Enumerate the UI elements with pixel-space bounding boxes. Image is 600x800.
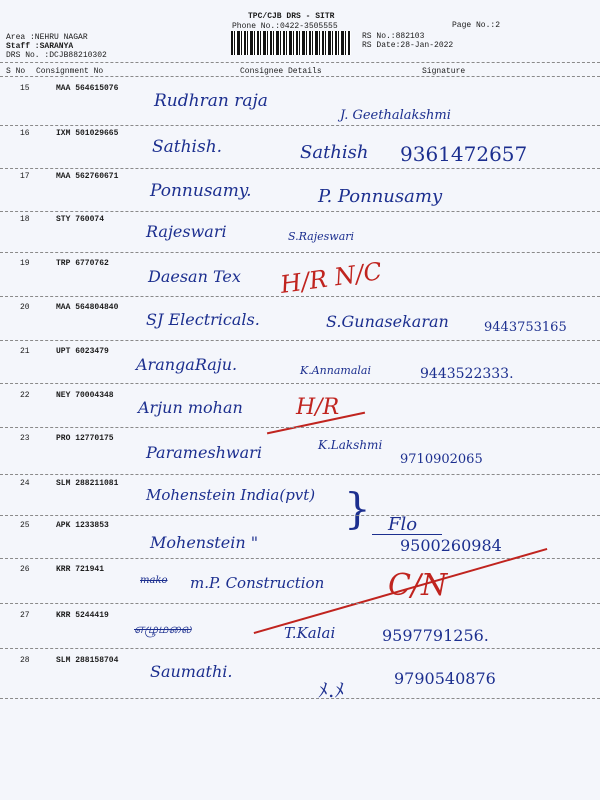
row-23-consignment: PRO 12770175: [56, 434, 114, 443]
row-26-consignee: m.P. Construction: [190, 574, 325, 592]
column-header-divider: [0, 76, 600, 77]
row-16-signature: Sathish: [300, 142, 369, 163]
row-28-consignee: Saumathi.: [150, 662, 233, 681]
row-22-consignee: Arjun mohan: [138, 398, 243, 417]
col-header-consignee: Consignee Details: [240, 67, 322, 76]
row-25-signature-stroke: [372, 534, 442, 535]
row-divider: [0, 648, 600, 649]
row-27-consignee: T.Kalai: [284, 624, 336, 642]
row-20-sno: 20: [20, 303, 30, 312]
row-24-sno: 24: [20, 479, 30, 488]
row-15-consignee: Rudhran raja: [154, 91, 268, 111]
row-17-signature: P. Ponnusamy: [318, 186, 443, 207]
row-20-consignment: MAA 564804840: [56, 303, 119, 312]
row-19-sno: 19: [20, 259, 30, 268]
row-16-sno: 16: [20, 129, 30, 138]
row-18-sno: 18: [20, 215, 30, 224]
row-17-sno: 17: [20, 172, 30, 181]
row-26-struck-word: mako: [140, 575, 168, 586]
row-27-consignment: KRR 5244419: [56, 611, 109, 620]
row-18-consignee: Rajeswari: [146, 222, 227, 241]
row-28-signature-mark: ﾒ.ﾒ: [318, 678, 345, 702]
row-23-sno: 23: [20, 434, 30, 443]
row-21-signature: K.Annamalai: [300, 364, 371, 377]
row-divider: [0, 474, 600, 475]
row-divider: [0, 296, 600, 297]
row-24-consignment: SLM 288211081: [56, 479, 119, 488]
row-19-consignee: Daesan Tex: [148, 267, 241, 286]
col-header-consignment: Consignment No: [36, 67, 104, 76]
row-26-status-mark: C/N: [388, 568, 448, 603]
drs-number: DRS No. :DCJB88210302: [6, 51, 107, 60]
row-27-sno: 27: [20, 611, 30, 620]
row-divider: [0, 698, 600, 699]
group-brace: }: [344, 484, 371, 533]
row-18-consignment: STY 760074: [56, 215, 105, 224]
row-divider: [0, 427, 600, 428]
row-28-sno: 28: [20, 656, 30, 665]
row-divider: [0, 168, 600, 169]
row-15-consignment: MAA 564615076: [56, 84, 119, 93]
row-24-consignee: Mohenstein India(pvt): [146, 486, 316, 504]
row-20-consignee: SJ Electricals.: [146, 310, 260, 329]
row-divider: [0, 383, 600, 384]
row-21-phone: 9443522333.: [420, 366, 514, 382]
document-title: TPC/CJB DRS - SITR: [248, 12, 335, 21]
row-divider: [0, 211, 600, 212]
row-23-signature: K.Lakshmi: [318, 438, 383, 452]
col-header-sno: S No: [6, 67, 26, 76]
row-28-consignment: SLM 288158704: [56, 656, 119, 665]
row-21-consignee: ArangaRaju.: [136, 355, 238, 374]
row-16-consignee: Sathish.: [152, 137, 223, 157]
row-22-sno: 22: [20, 391, 30, 400]
phone-number: Phone No.:0422-3505555: [232, 22, 338, 31]
row-15-signature: J. Geethalakshmi: [340, 108, 451, 123]
row-16-phone: 9361472657: [400, 142, 528, 166]
area-label: Area :NEHRU NAGAR: [6, 33, 88, 42]
barcode: [231, 31, 351, 55]
col-header-signature: Signature: [422, 67, 466, 76]
row-23-consignee: Parameshwari: [146, 443, 262, 462]
row-27-struck-name: எழுமலை: [134, 622, 192, 637]
row-16-consignment: IXM 501029665: [56, 129, 119, 138]
row-26-sno: 26: [20, 565, 30, 574]
row-25-phone: 9500260984: [400, 536, 502, 555]
row-25-sno: 25: [20, 521, 30, 530]
row-27-phone: 9597791256.: [382, 626, 489, 645]
staff-label: Staff :SARANYA: [6, 42, 74, 51]
row-divider: [0, 252, 600, 253]
rs-date: RS Date:28-Jan-2022: [362, 41, 454, 50]
row-22-status-mark: H/R: [296, 395, 340, 420]
row-21-consignment: UPT 6023479: [56, 347, 109, 356]
row-15-sno: 15: [20, 84, 30, 93]
row-22-consignment: NEY 70004348: [56, 391, 114, 400]
row-19-status-mark: H/R N/C: [278, 257, 384, 299]
row-20-signature: S.Gunasekaran: [326, 312, 449, 331]
row-divider: [0, 603, 600, 604]
header-divider: [0, 62, 600, 63]
row-21-sno: 21: [20, 347, 30, 356]
row-25-consignee: Mohenstein ": [150, 533, 259, 552]
row-17-consignee: Ponnusamy.: [150, 181, 252, 201]
row-divider: [0, 125, 600, 126]
row-28-phone: 9790540876: [394, 669, 496, 688]
row-26-consignment: KRR 721941: [56, 565, 105, 574]
row-25-signature: Flo: [388, 514, 418, 535]
row-17-consignment: MAA 562760671: [56, 172, 119, 181]
row-20-phone: 9443753165: [484, 320, 567, 335]
row-25-consignment: APK 1233853: [56, 521, 109, 530]
rs-number: RS No.:882103: [362, 32, 425, 41]
row-18-signature: S.Rajeswari: [288, 230, 355, 243]
row-divider: [0, 515, 600, 516]
row-divider: [0, 340, 600, 341]
page-number: Page No.:2: [452, 21, 501, 30]
row-23-phone: 9710902065: [400, 452, 483, 467]
row-19-consignment: TRP 6770762: [56, 259, 109, 268]
